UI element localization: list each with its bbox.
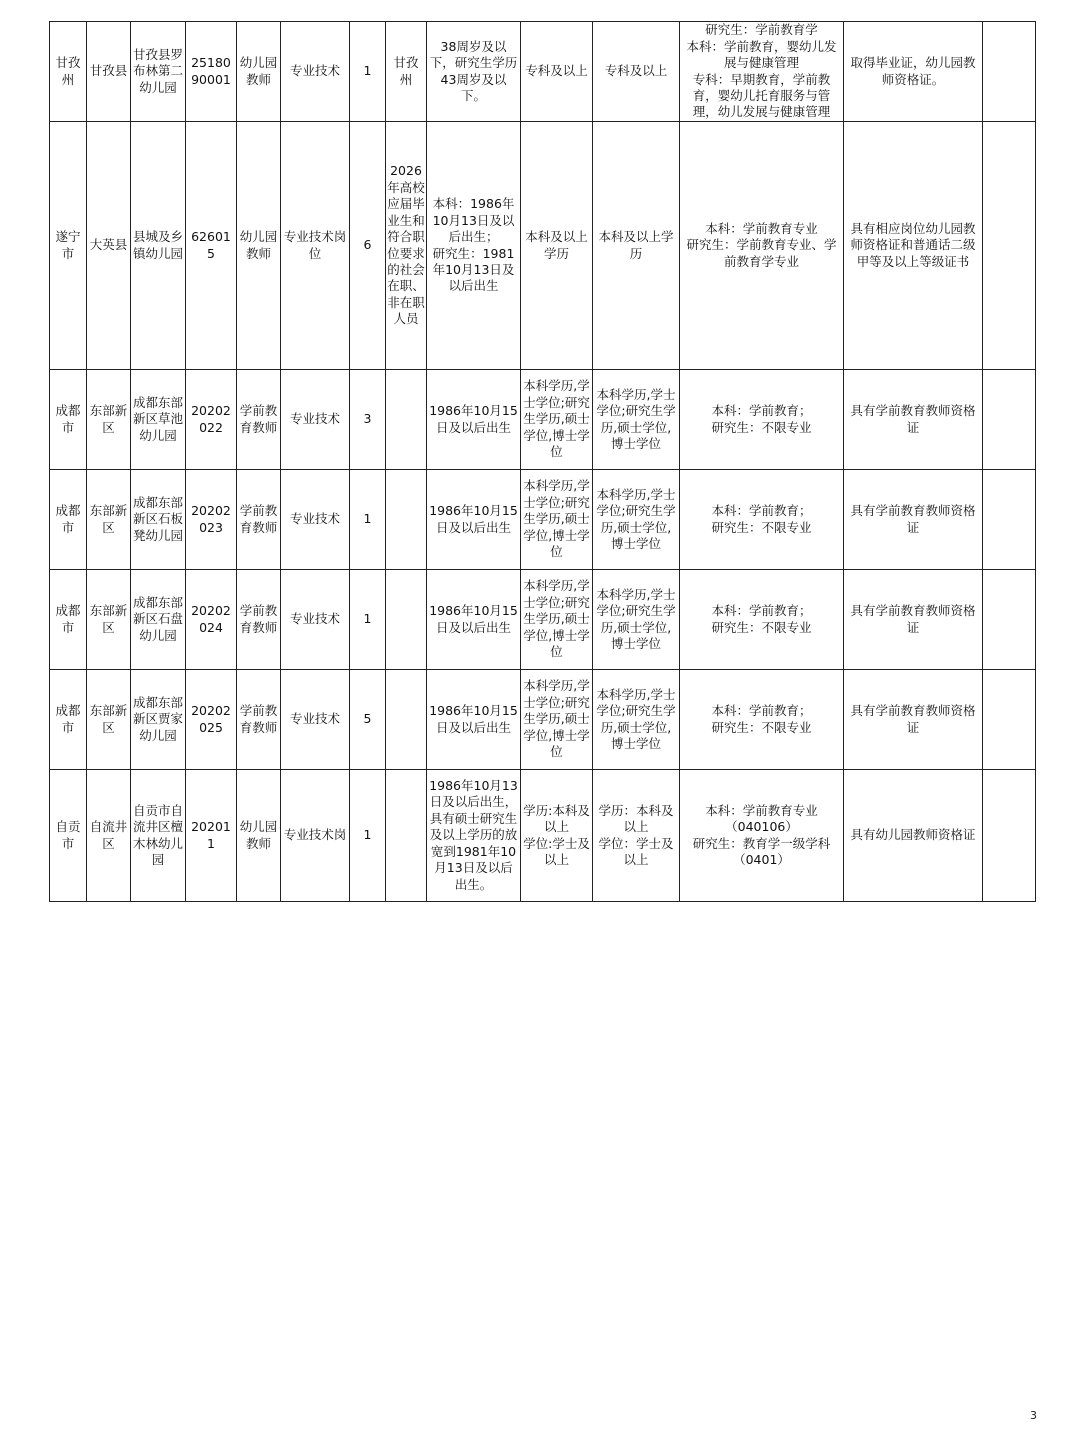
education-cell: 本科学历,学士学位;研究生学历,硕士学位,博士学位: [521, 670, 593, 770]
code-cell: 202011: [186, 770, 237, 902]
code-cell: 20202022: [186, 370, 237, 470]
unit-cell: 成都东部新区贾家幼儿园: [131, 670, 186, 770]
other-requirements-cell: 具有学前教育教师资格证: [844, 670, 983, 770]
note-cell: [983, 22, 1036, 122]
degree-cell: 专科及以上: [593, 22, 680, 122]
note-cell: [983, 122, 1036, 370]
code-cell: 20202023: [186, 470, 237, 570]
city-cell: 成都市: [50, 470, 87, 570]
position-cell: 学前教育教师: [237, 570, 281, 670]
major-cell: 本科：学前教育专业 研究生：学前教育专业、学前教育学专业: [680, 122, 844, 370]
count-cell: 1: [350, 470, 386, 570]
category-cell: 专业技术: [281, 22, 350, 122]
age-cell: 1986年10月15日及以后出生: [427, 470, 521, 570]
note-cell: [983, 670, 1036, 770]
major-cell: 本科：学前教育； 研究生：不限专业: [680, 370, 844, 470]
count-cell: 1: [350, 770, 386, 902]
category-cell: 专业技术: [281, 370, 350, 470]
table-row: [50, 570, 1036, 670]
major-cell: 研究生：学前教育学 本科：学前教育，婴幼儿发展与健康管理 专科：早期教育，学前教育，婴幼儿托育服务与管理，幼儿发展与健康管理: [680, 22, 844, 122]
table-row: [50, 122, 1036, 370]
code-cell: 20202025: [186, 670, 237, 770]
city-cell: 甘孜州: [50, 22, 87, 122]
note-cell: [983, 470, 1036, 570]
county-cell: 大英县: [87, 122, 131, 370]
education-cell: 本科及以上学历: [521, 122, 593, 370]
category-cell: 专业技术: [281, 570, 350, 670]
age-cell: 1986年10月15日及以后出生: [427, 370, 521, 470]
position-cell: 幼儿园教师: [237, 770, 281, 902]
age-cell: 38周岁及以下，研究生学历43周岁及以下。: [427, 22, 521, 122]
position-cell: 幼儿园教师: [237, 122, 281, 370]
position-cell: 学前教育教师: [237, 470, 281, 570]
count-cell: 6: [350, 122, 386, 370]
major-cell: 本科：学前教育； 研究生：不限专业: [680, 670, 844, 770]
table-row: [50, 770, 1036, 902]
county-cell: 甘孜县: [87, 22, 131, 122]
scope-cell: [386, 670, 427, 770]
city-cell: 遂宁市: [50, 122, 87, 370]
unit-cell: 甘孜县罗布林第二幼儿园: [131, 22, 186, 122]
position-cell: 学前教育教师: [237, 670, 281, 770]
category-cell: 专业技术: [281, 470, 350, 570]
category-cell: 专业技术岗: [281, 770, 350, 902]
education-cell: 本科学历,学士学位;研究生学历,硕士学位,博士学位: [521, 370, 593, 470]
scope-cell: 甘孜州: [386, 22, 427, 122]
category-cell: 专业技术岗位: [281, 122, 350, 370]
table-row: [50, 470, 1036, 570]
other-requirements-cell: 具有学前教育教师资格证: [844, 470, 983, 570]
education-cell: 学历:本科及以上 学位:学士及以上: [521, 770, 593, 902]
page-number: 3: [1030, 1409, 1037, 1422]
city-cell: 成都市: [50, 670, 87, 770]
education-cell: 本科学历,学士学位;研究生学历,硕士学位,博士学位: [521, 570, 593, 670]
position-cell: 学前教育教师: [237, 370, 281, 470]
other-requirements-cell: 取得毕业证，幼儿园教师资格证。: [844, 22, 983, 122]
other-requirements-cell: 具有学前教育教师资格证: [844, 370, 983, 470]
unit-cell: 自贡市自流井区檀木林幼儿园: [131, 770, 186, 902]
age-cell: 1986年10月13日及以后出生，具有硕士研究生及以上学历的放宽到1981年10月13日及以后出生。: [427, 770, 521, 902]
code-cell: 2518090001: [186, 22, 237, 122]
unit-cell: 成都东部新区石板凳幼儿园: [131, 470, 186, 570]
table-row: [50, 670, 1036, 770]
degree-cell: 本科学历,学士学位;研究生学历,硕士学位,博士学位: [593, 670, 680, 770]
scope-cell: [386, 570, 427, 670]
county-cell: 东部新区: [87, 370, 131, 470]
code-cell: 20202024: [186, 570, 237, 670]
recruitment-table: [49, 21, 1036, 902]
major-cell: 本科：学前教育； 研究生：不限专业: [680, 470, 844, 570]
scope-cell: [386, 470, 427, 570]
city-cell: 成都市: [50, 570, 87, 670]
major-cell: 本科：学前教育专业 （040106） 研究生：教育学一级学科 （0401）: [680, 770, 844, 902]
age-cell: 本科：1986年10月13日及以后出生； 研究生：1981年10月13日及以后出生: [427, 122, 521, 370]
count-cell: 1: [350, 22, 386, 122]
count-cell: 5: [350, 670, 386, 770]
other-requirements-cell: 具有幼儿园教师资格证: [844, 770, 983, 902]
city-cell: 成都市: [50, 370, 87, 470]
other-requirements-cell: 具有学前教育教师资格证: [844, 570, 983, 670]
age-cell: 1986年10月15日及以后出生: [427, 670, 521, 770]
count-cell: 3: [350, 370, 386, 470]
degree-cell: 学历：本科及以上 学位：学士及以上: [593, 770, 680, 902]
note-cell: [983, 370, 1036, 470]
unit-cell: 成都东部新区石盘幼儿园: [131, 570, 186, 670]
scope-cell: [386, 370, 427, 470]
degree-cell: 本科及以上学历: [593, 122, 680, 370]
county-cell: 东部新区: [87, 570, 131, 670]
degree-cell: 本科学历,学士学位;研究生学历,硕士学位,博士学位: [593, 470, 680, 570]
category-cell: 专业技术: [281, 670, 350, 770]
other-requirements-cell: 具有相应岗位幼儿园教师资格证和普通话二级甲等及以上等级证书: [844, 122, 983, 370]
scope-cell: 2026年高校应届毕业生和符合职位要求的社会在职、非在职人员: [386, 122, 427, 370]
position-cell: 幼儿园教师: [237, 22, 281, 122]
scope-cell: [386, 770, 427, 902]
count-cell: 1: [350, 570, 386, 670]
degree-cell: 本科学历,学士学位;研究生学历,硕士学位,博士学位: [593, 370, 680, 470]
major-cell: 本科：学前教育； 研究生：不限专业: [680, 570, 844, 670]
county-cell: 东部新区: [87, 470, 131, 570]
note-cell: [983, 570, 1036, 670]
table-row: [50, 370, 1036, 470]
degree-cell: 本科学历,学士学位;研究生学历,硕士学位,博士学位: [593, 570, 680, 670]
table-row: [50, 22, 1036, 122]
unit-cell: 成都东部新区草池幼儿园: [131, 370, 186, 470]
county-cell: 自流井区: [87, 770, 131, 902]
education-cell: 本科学历,学士学位;研究生学历,硕士学位,博士学位: [521, 470, 593, 570]
education-cell: 专科及以上: [521, 22, 593, 122]
note-cell: [983, 770, 1036, 902]
unit-cell: 县城及乡镇幼儿园: [131, 122, 186, 370]
city-cell: 自贡市: [50, 770, 87, 902]
age-cell: 1986年10月15日及以后出生: [427, 570, 521, 670]
county-cell: 东部新区: [87, 670, 131, 770]
code-cell: 626015: [186, 122, 237, 370]
